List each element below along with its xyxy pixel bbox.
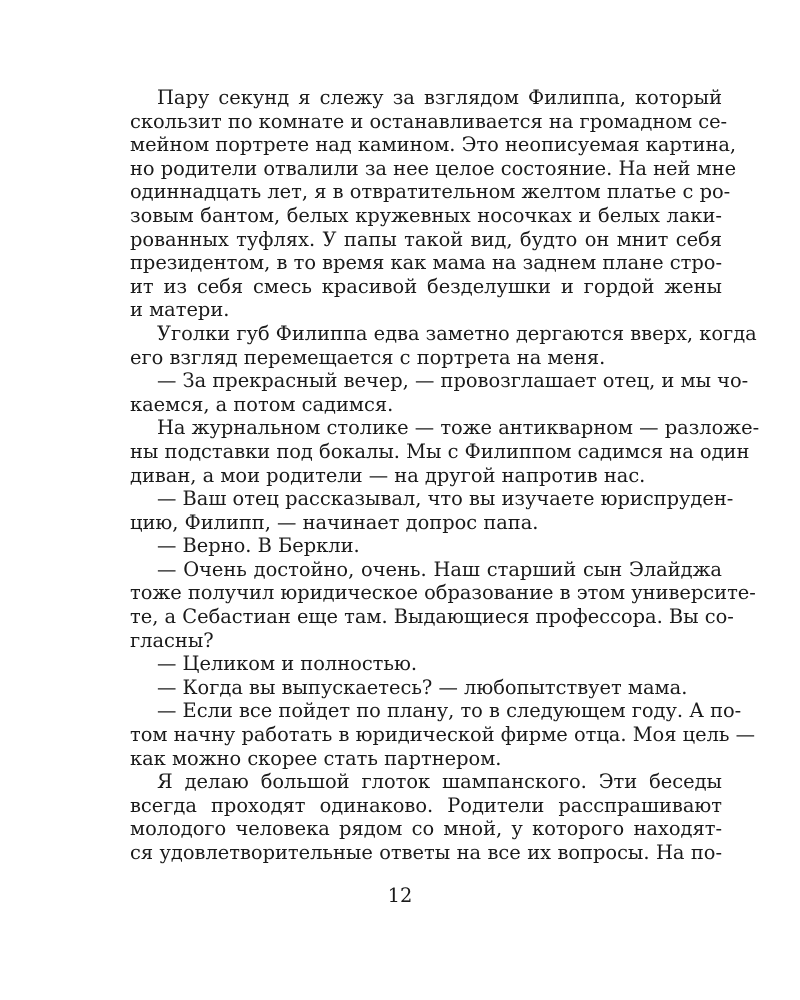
text-line: диван, а мои родители — на другой напротив нас. bbox=[130, 463, 646, 487]
text-line: гласны? bbox=[130, 628, 214, 652]
text-line: Я делаю большой глоток шампанского. Эти беседы bbox=[157, 770, 722, 794]
text-line: всегда проходят одинаково. Родители расспрашивают bbox=[130, 793, 722, 817]
text-line: тоже получил юридическое образование в этом университе- bbox=[130, 581, 756, 605]
text-line: но родители отвалили за нее целое состояние. На ней мне bbox=[130, 156, 737, 180]
text-line: ся удовлетворительные ответы на все их вопросы. На по- bbox=[130, 841, 722, 864]
text-line: ны подставки под бокалы. Мы с Филиппом садимся на один bbox=[130, 439, 750, 463]
page-text bbox=[130, 86, 760, 865]
text-line: ит из себя смесь красивой безделушки и гордой жены bbox=[130, 274, 722, 298]
text-line: — Очень достойно, очень. Наш старший сын Элайджа bbox=[157, 557, 722, 581]
text-line: мейном портрете над камином. Это неописуемая картина, bbox=[130, 133, 737, 157]
text-line: молодого человека рядом со мной, у которого находят- bbox=[130, 817, 722, 841]
text-line: — Если все пойдет по плану, то в следующем году. А по- bbox=[157, 699, 742, 723]
text-line: Уголки губ Филиппа едва заметно дергаются вверх, когда bbox=[157, 321, 757, 345]
text-line: рованных туфлях. У папы такой вид, будто он мнит себя bbox=[130, 227, 722, 251]
text-line: том начну работать в юридической фирме отца. Моя цель — bbox=[130, 723, 755, 747]
text-line: — Когда вы выпускаетесь? — любопытствует мама. bbox=[157, 675, 688, 699]
text-line: — За прекрасный вечер, — провозглашает отец, и мы чо- bbox=[157, 369, 749, 393]
text-line: каемся, а потом садимся. bbox=[130, 392, 394, 416]
text-line: цию, Филипп, — начинает допрос папа. bbox=[130, 510, 539, 534]
text-line: — Верно. В Беркли. bbox=[157, 534, 360, 558]
text-line: те, а Себастиан еще там. Выдающиеся профессора. Вы со- bbox=[130, 605, 734, 629]
text-line: как можно скорее стать партнером. bbox=[130, 746, 502, 770]
text-line: его взгляд перемещается с портрета на меня. bbox=[130, 345, 606, 369]
text-line: — Ваш отец рассказывал, что вы изучаете юриспруден- bbox=[157, 487, 734, 511]
text-line: На журнальном столике — тоже антикварном — разложе- bbox=[157, 416, 760, 440]
text-line: и матери. bbox=[130, 298, 230, 322]
page-number: 12 bbox=[387, 884, 413, 907]
text-line: одиннадцать лет, я в отвратительном желтом платье с ро- bbox=[130, 180, 731, 204]
text-line: Пару секунд я слежу за взглядом Филиппа, который bbox=[157, 86, 722, 109]
text-line: — Целиком и полностью. bbox=[157, 652, 418, 676]
text-line: скользит по комнате и останавливается на громадном се- bbox=[130, 109, 728, 133]
text-line: президентом, в то время как мама на заднем плане стро- bbox=[130, 251, 722, 275]
text-line: зовым бантом, белых кружевных носочках и белых лаки- bbox=[130, 203, 722, 227]
